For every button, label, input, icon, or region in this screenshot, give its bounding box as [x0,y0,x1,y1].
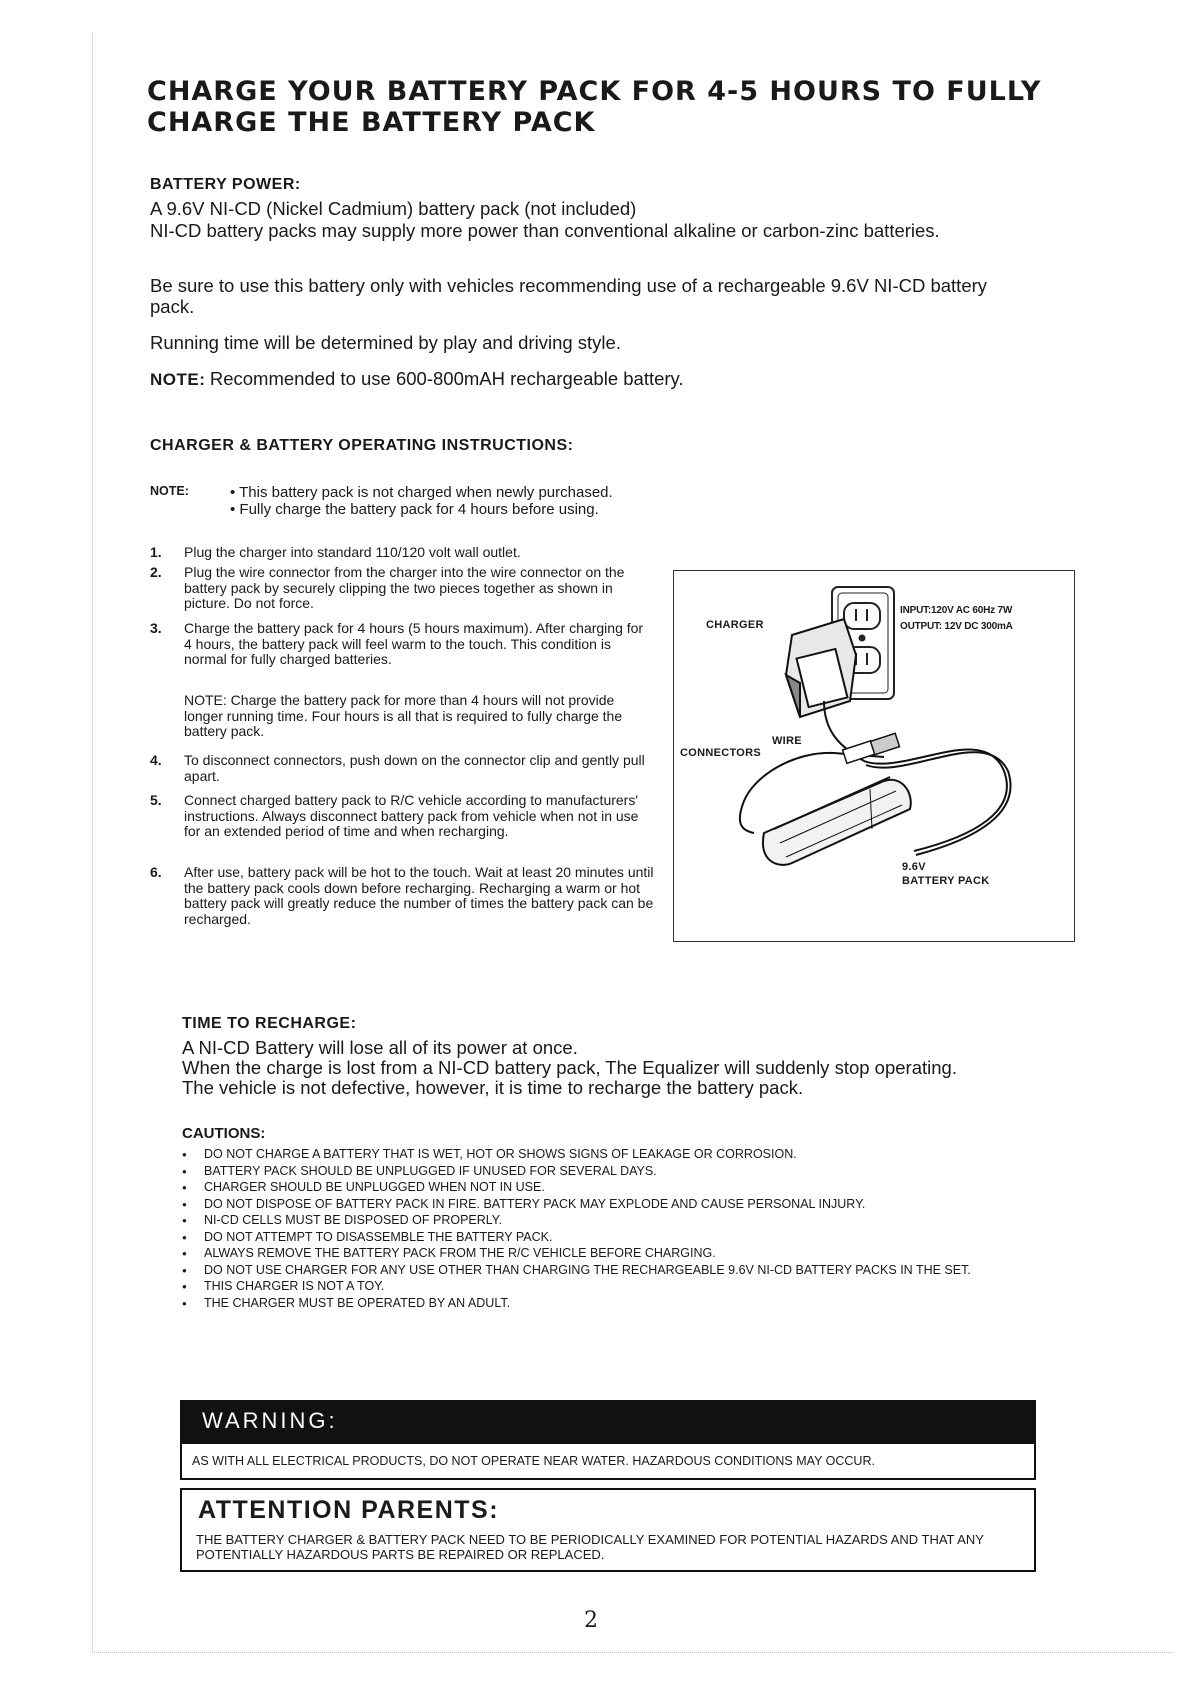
note-label: NOTE: [150,370,206,389]
step-text: To disconnect connectors, push down on the connector clip and gently pull apart. [184,752,645,784]
caution-item: ● THE CHARGER MUST BE OPERATED BY AN ADULT. [182,1297,1022,1310]
step-text: Plug the wire connector from the charger into the wire connector on the battery pack by securely clipping the two pieces together as shown in picture. Do not force. [184,564,625,611]
caution-item: ● CHARGER SHOULD BE UNPLUGGED WHEN NOT IN USE. [182,1181,1022,1194]
attention-box [180,1488,1036,1572]
caution-item: ● NI-CD CELLS MUST BE DISPOSED OF PROPERLY. [182,1214,1022,1227]
battery-pack-icon [763,777,911,865]
step-text: Plug the charger into standard 110/120 volt wall outlet. [184,544,521,560]
step-number: 2. [150,564,162,580]
cautions-heading: CAUTIONS: [182,1125,266,1142]
charger-label: CHARGER [706,619,764,631]
caution-item: ● THIS CHARGER IS NOT A TOY. [182,1280,1022,1293]
warning-text: AS WITH ALL ELECTRICAL PRODUCTS, DO NOT OPERATE NEAR WATER. HAZARDOUS CONDITIONS MAY OCCUR. [192,1454,875,1468]
step-text: Connect charged battery pack to R/C vehicle according to manufacturers' instructions. Always disconnect battery pack from vehicle when not in use for an extended period of time and when recharging. [184,792,639,839]
caution-item: ● BATTERY PACK SHOULD BE UNPLUGGED IF UNUSED FOR SEVERAL DAYS. [182,1165,1022,1178]
step-number: 3. [150,620,162,636]
wire-connector-icon [843,733,900,763]
step-number: 4. [150,752,162,768]
recharge-line-3: The vehicle is not defective, however, it is time to recharge the battery pack. [182,1077,804,1098]
output-spec: OUTPUT: 12V DC 300mA [900,621,1013,632]
note-text: Recommended to use 600-800mAH rechargeable battery. [209,368,684,389]
charger-diagram [673,570,1075,942]
instructions-heading: CHARGER & BATTERY OPERATING INSTRUCTIONS: [150,437,574,454]
page-number: 2 [584,1608,598,1633]
caution-item: ● DO NOT DISPOSE OF BATTERY PACK IN FIRE. BATTERY PACK MAY EXPLODE AND CAUSE PERSONAL INJURY. [182,1198,1022,1211]
instructions-note-bullet-1: • This battery pack is not charged when newly purchased. [230,484,613,501]
step-number: 6. [150,864,162,880]
battery-power-line-3: Be sure to use this battery only with vehicles recommending use of a rechargeable 9.6V NI-CD battery pack. [150,275,988,317]
attention-text: THE BATTERY CHARGER & BATTERY PACK NEED TO BE PERIODICALLY EXAMINED FOR POTENTIAL HAZARDS AND THAT ANY POTENTIALLY HAZARDOUS PARTS BE REPAIRED OR REPLACED. [196,1532,984,1562]
battery-voltage-label: 9.6V [902,861,926,873]
recharge-heading: TIME TO RECHARGE: [182,1015,357,1032]
caution-item: ● DO NOT USE CHARGER FOR ANY USE OTHER THAN CHARGING THE RECHARGEABLE 9.6V NI-CD BATTERY PACKS IN THE SET. [182,1264,1022,1277]
attention-title: ATTENTION PARENTS: [198,1496,500,1524]
step-text: After use, battery pack will be hot to the touch. Wait at least 20 minutes until the battery pack cools down before recharging. Recharging a warm or hot battery pack will greatly reduce the number of times the battery pack can be recharged. [184,864,654,927]
step-number: 5. [150,792,162,808]
caution-item: ● DO NOT CHARGE A BATTERY THAT IS WET, HOT OR SHOWS SIGNS OF LEAKAGE OR CORROSION. [182,1148,1022,1161]
instructions-note-label: NOTE: [150,484,189,498]
cautions-list [182,1148,1022,1313]
battery-power-line-2: NI-CD battery packs may supply more power than conventional alkaline or carbon-zinc batteries. [150,220,940,241]
battery-power-heading: BATTERY POWER: [150,176,301,193]
connectors-label: CONNECTORS [680,747,762,759]
input-spec: INPUT:120V AC 60Hz 7W [900,605,1013,616]
recharge-line-1: A NI-CD Battery will lose all of its power at once. [182,1037,578,1058]
battery-power-line-4: Running time will be determined by play and driving style. [150,332,621,353]
recharge-line-2: When the charge is lost from a NI-CD battery pack, The Equalizer will suddenly stop operating. [182,1057,957,1078]
wire-label: WIRE [772,735,802,747]
step-text: Charge the battery pack for 4 hours (5 hours maximum). After charging for 4 hours, the battery pack will feel warm to the touch. This condition is normal for fully charged batteries. [184,620,644,667]
step-number: 1. [150,544,162,560]
battery-pack-label: BATTERY PACK [902,875,990,887]
battery-power-line-1: A 9.6V NI-CD (Nickel Cadmium) battery pack (not included) [150,198,637,219]
caution-item: ● DO NOT ATTEMPT TO DISASSEMBLE THE BATTERY PACK. [182,1231,1022,1244]
warning-box [180,1400,1036,1480]
caution-item: ● ALWAYS REMOVE THE BATTERY PACK FROM THE R/C VEHICLE BEFORE CHARGING. [182,1247,1022,1260]
step-note-text: NOTE: Charge the battery pack for more than 4 hours will not provide longer running time. Four hours is all that is required to fully charge the battery pack. [184,692,623,739]
page-title: CHARGE YOUR BATTERY PACK FOR 4-5 HOURS TO FULLY CHARGE THE BATTERY PACK [147,76,1042,138]
battery-note [150,368,1030,390]
warning-banner [182,1402,1034,1444]
instructions-note-bullet-2: • Fully charge the battery pack for 4 hours before using. [230,501,599,518]
warning-title: WARNING: [202,1408,338,1433]
